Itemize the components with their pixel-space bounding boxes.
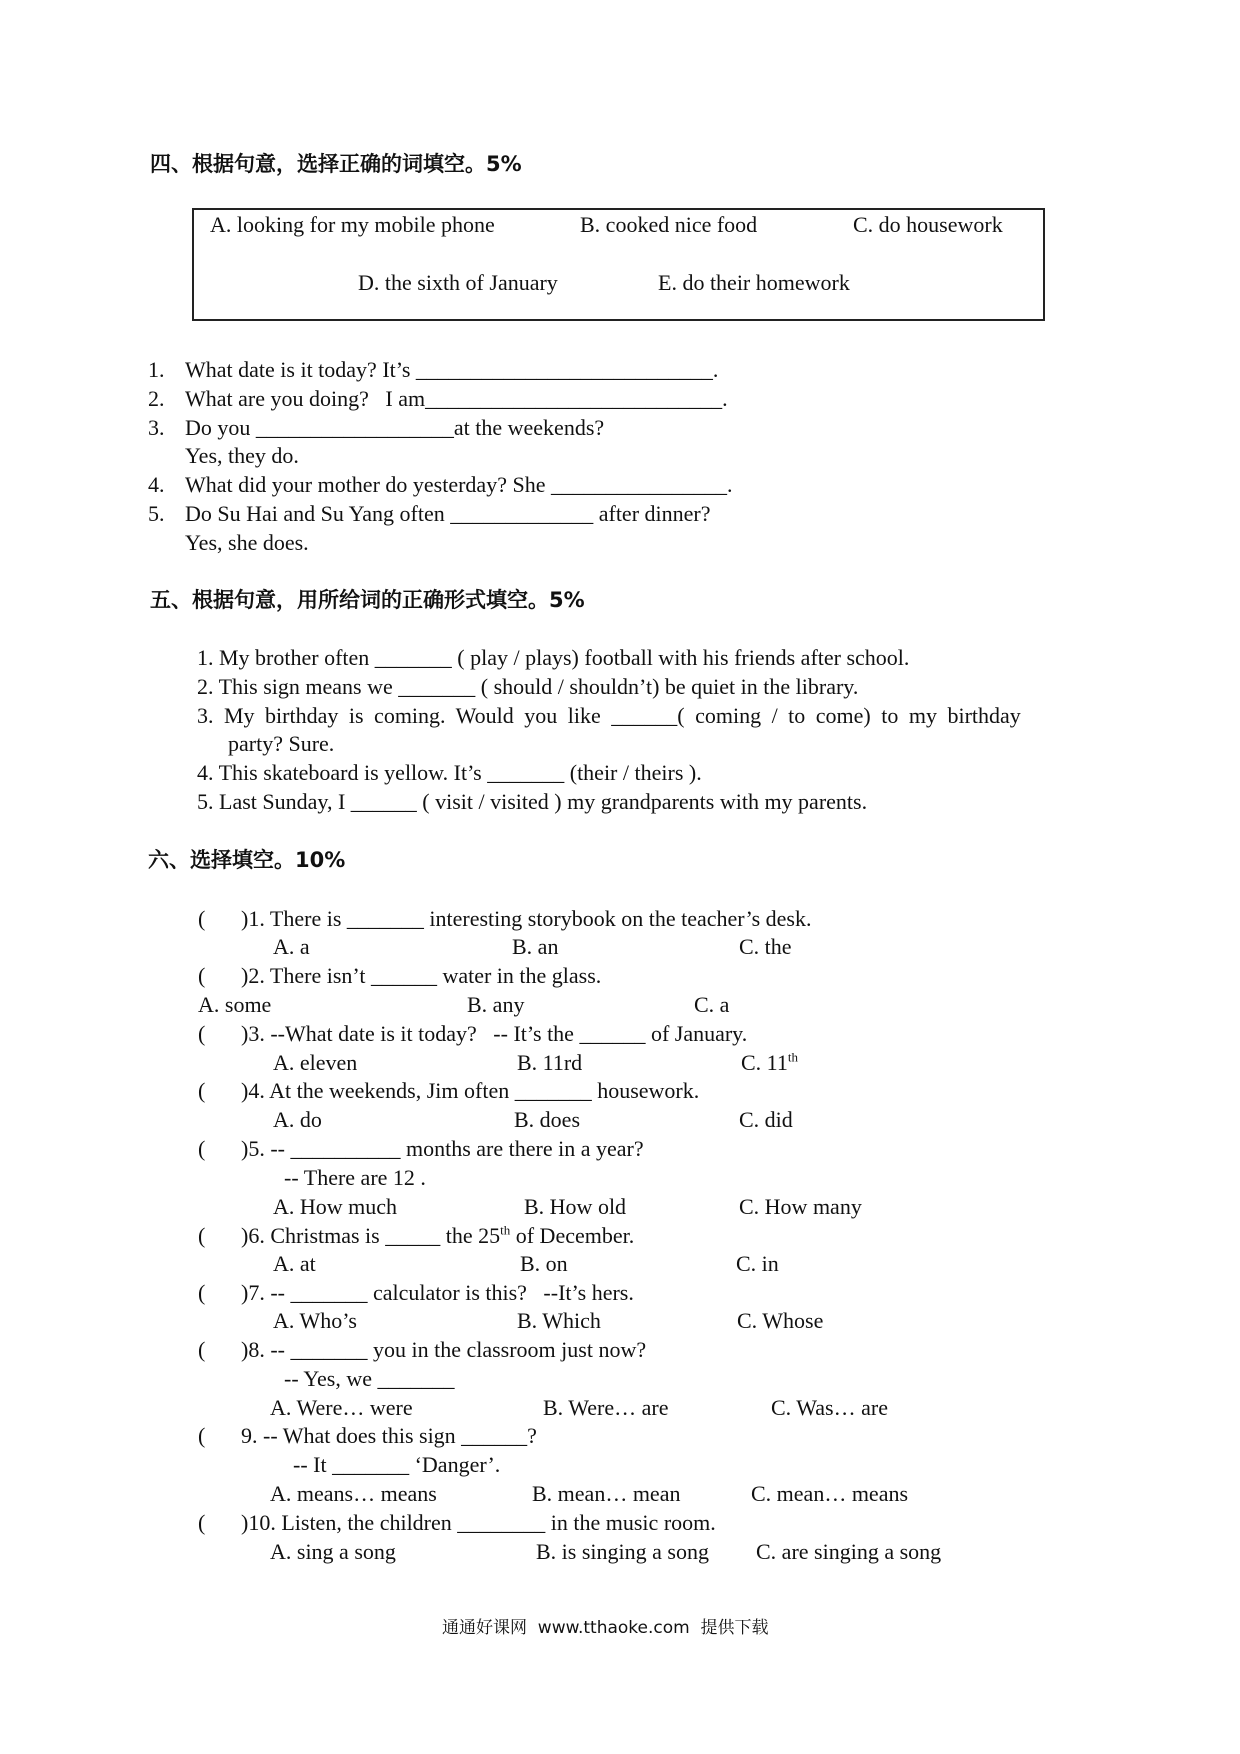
question-stem: )8. -- _______ you in the classroom just now?: [241, 1337, 647, 1362]
answer-bracket: (: [198, 1280, 206, 1305]
page-footer: 通通好课网 www.tthaoke.com 提供下载: [442, 1618, 769, 1638]
option-b: B. on: [520, 1251, 568, 1276]
question-number: 2.: [148, 386, 165, 411]
word-bank-option-a: A. looking for my mobile phone: [210, 212, 495, 237]
option-b: B. Which: [517, 1308, 601, 1333]
option-b: B. Were… are: [543, 1395, 669, 1420]
fill-line: party? Sure.: [228, 731, 335, 756]
question-text: What did your mother do yesterday? She ________________.: [185, 472, 733, 497]
option-a: A. means… means: [270, 1481, 437, 1506]
option-a: A. sing a song: [270, 1539, 396, 1564]
question-stem: )6. Christmas is _____ the 25th of December.: [241, 1222, 635, 1248]
question-stem: )1. There is _______ interesting storybook on the teacher’s desk.: [241, 906, 812, 931]
answer-bracket: (: [198, 1510, 206, 1535]
answer-bracket: (: [198, 1337, 206, 1362]
question-stem: )7. -- _______ calculator is this? --It’s hers.: [241, 1280, 634, 1305]
option-a: A. at: [273, 1251, 316, 1276]
option-b: B. an: [512, 934, 559, 959]
option-b: B. 11rd: [517, 1050, 583, 1075]
option-c: C. in: [736, 1251, 779, 1276]
option-a: A. How much: [273, 1194, 398, 1219]
answer-bracket: (: [198, 1078, 206, 1103]
option-a: A. Who’s: [273, 1308, 357, 1333]
question-number: 1.: [148, 357, 165, 382]
question-number: 3.: [148, 415, 165, 440]
option-b: B. does: [514, 1107, 580, 1132]
question-text: Do you __________________at the weekends?: [185, 415, 605, 440]
question-number: 4.: [148, 472, 165, 497]
option-c: C. How many: [739, 1194, 862, 1219]
question-number: 5.: [148, 501, 165, 526]
fill-line: 3. My birthday is coming. Would you like ______( coming / to come) to my birthday: [197, 703, 1021, 728]
option-a: A. some: [198, 992, 272, 1017]
word-bank-option-d: D. the sixth of January: [358, 270, 558, 295]
question-text: Do Su Hai and Su Yang often _____________ after dinner?: [185, 501, 711, 526]
answer-bracket: (: [198, 1021, 206, 1046]
option-b: B. mean… mean: [532, 1481, 681, 1506]
option-b: B. any: [467, 992, 525, 1017]
option-a: A. Were… were: [270, 1395, 413, 1420]
fill-line: 2. This sign means we _______ ( should / shouldn’t) be quiet in the library.: [197, 674, 859, 699]
answer-line: -- There are 12 .: [284, 1165, 426, 1190]
option-c: C. Was… are: [771, 1395, 888, 1420]
answer-bracket: (: [198, 1136, 206, 1161]
question-stem: )4. At the weekends, Jim often _______ housework.: [241, 1078, 700, 1103]
option-c: C. mean… means: [751, 1481, 909, 1506]
answer-line: -- It _______ ‘Danger’.: [293, 1452, 501, 1477]
answer-bracket: (: [198, 1423, 206, 1448]
question-text: Yes, she does.: [185, 530, 309, 555]
answer-bracket: (: [198, 963, 206, 988]
option-a: A. a: [273, 934, 310, 959]
answer-line: -- Yes, we _______: [284, 1366, 455, 1391]
option-c: C. did: [739, 1107, 793, 1132]
answer-bracket: (: [198, 1223, 206, 1248]
word-bank-option-e: E. do their homework: [658, 270, 850, 295]
section4-heading: 四、根据句意，选择正确的词填空。5%: [150, 152, 522, 176]
fill-line: 1. My brother often _______ ( play / plays) football with his friends after school.: [197, 645, 910, 670]
fill-line: 4. This skateboard is yellow. It’s _______ (their / theirs ).: [197, 760, 702, 785]
section5-heading: 五、根据句意，用所给词的正确形式填空。5%: [150, 588, 585, 612]
section6-heading: 六、选择填空。10%: [148, 848, 346, 872]
fill-line: 5. Last Sunday, I ______ ( visit / visited ) my grandparents with my parents.: [197, 789, 868, 814]
word-bank-option-c: C. do housework: [853, 212, 1003, 237]
question-text: Yes, they do.: [185, 443, 299, 468]
answer-bracket: (: [198, 906, 206, 931]
question-stem: )10. Listen, the children ________ in the music room.: [241, 1510, 716, 1535]
option-a: A. eleven: [273, 1050, 358, 1075]
word-bank-option-b: B. cooked nice food: [580, 212, 758, 237]
option-c: C. a: [694, 992, 730, 1017]
option-c: C. 11th: [741, 1049, 798, 1075]
option-c: C. the: [739, 934, 792, 959]
question-stem: )5. -- __________ months are there in a year?: [241, 1136, 644, 1161]
question-stem: )3. --What date is it today? -- It’s the ______ of January.: [241, 1021, 748, 1046]
question-stem: 9. -- What does this sign ______?: [241, 1423, 537, 1448]
option-a: A. do: [273, 1107, 322, 1132]
option-b: B. is singing a song: [536, 1539, 709, 1564]
option-c: C. Whose: [737, 1308, 824, 1333]
option-b: B. How old: [524, 1194, 627, 1219]
option-c: C. are singing a song: [756, 1539, 942, 1564]
question-text: What are you doing? I am___________________________.: [185, 386, 728, 411]
question-stem: )2. There isn’t ______ water in the glass.: [241, 963, 602, 988]
question-text: What date is it today? It’s ___________________________.: [185, 357, 719, 382]
